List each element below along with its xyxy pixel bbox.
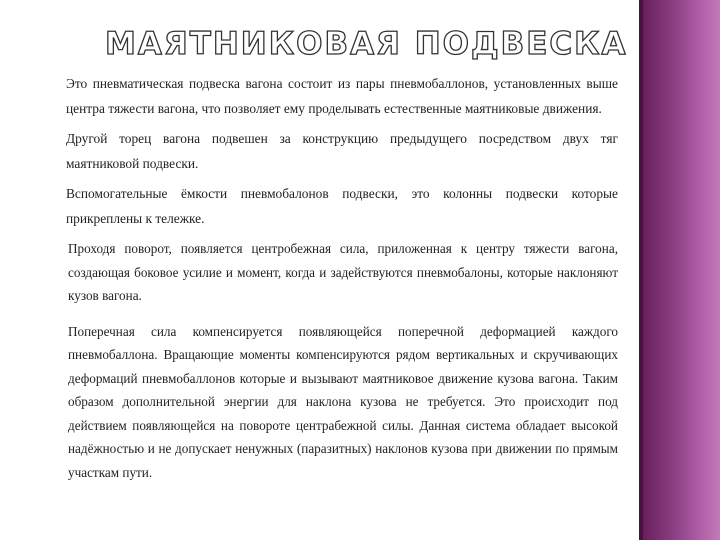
- paragraph-4: Проходя поворот, появляется центробежная сила, приложенная к центру тяжести вагона, создающая боковое усилие и момент, когда и задействуются пневмобалоны, которые наклоняют кузов вагона.: [68, 241, 618, 303]
- paragraph-1: Это пневматическая подвеска вагона состоит из пары пневмобаллонов, установленных выше центра тяжести вагона, что позволяет ему проделывать естественные маятниковые движения.: [66, 76, 618, 116]
- paragraph-2: Другой торец вагона подвешен за конструкцию предыдущего посредством двух тяг маятниковой подвески.: [66, 131, 618, 171]
- slide-body: [66, 72, 618, 496]
- paragraph-5: Поперечная сила компенсируется появляющейся поперечной деформацией каждого пневмобаллона. Вращающие моменты компенсируются рядом вертикальных и скручивающих деформаций пневмобаллонов которые и вызывают маятниковое движение кузова вагона. Таким образом дополнительной энергии для наклона кузова не требуется. Это происходит под действием появляющейся на повороте центрабежной силы. Данная система обладает высокой надёжностью и не допускает ненужных (паразитных) наклонов кузова при движении по прямым участкам пути.: [68, 323, 618, 480]
- decorative-side-panel: [643, 0, 720, 540]
- paragraph-3: Вспомогательные ёмкости пневмобалонов подвески, это колонны подвески которые прикреплены к тележке.: [66, 186, 618, 226]
- slide-title: МАЯТНИКОВАЯ ПОДВЕСКА: [105, 26, 628, 62]
